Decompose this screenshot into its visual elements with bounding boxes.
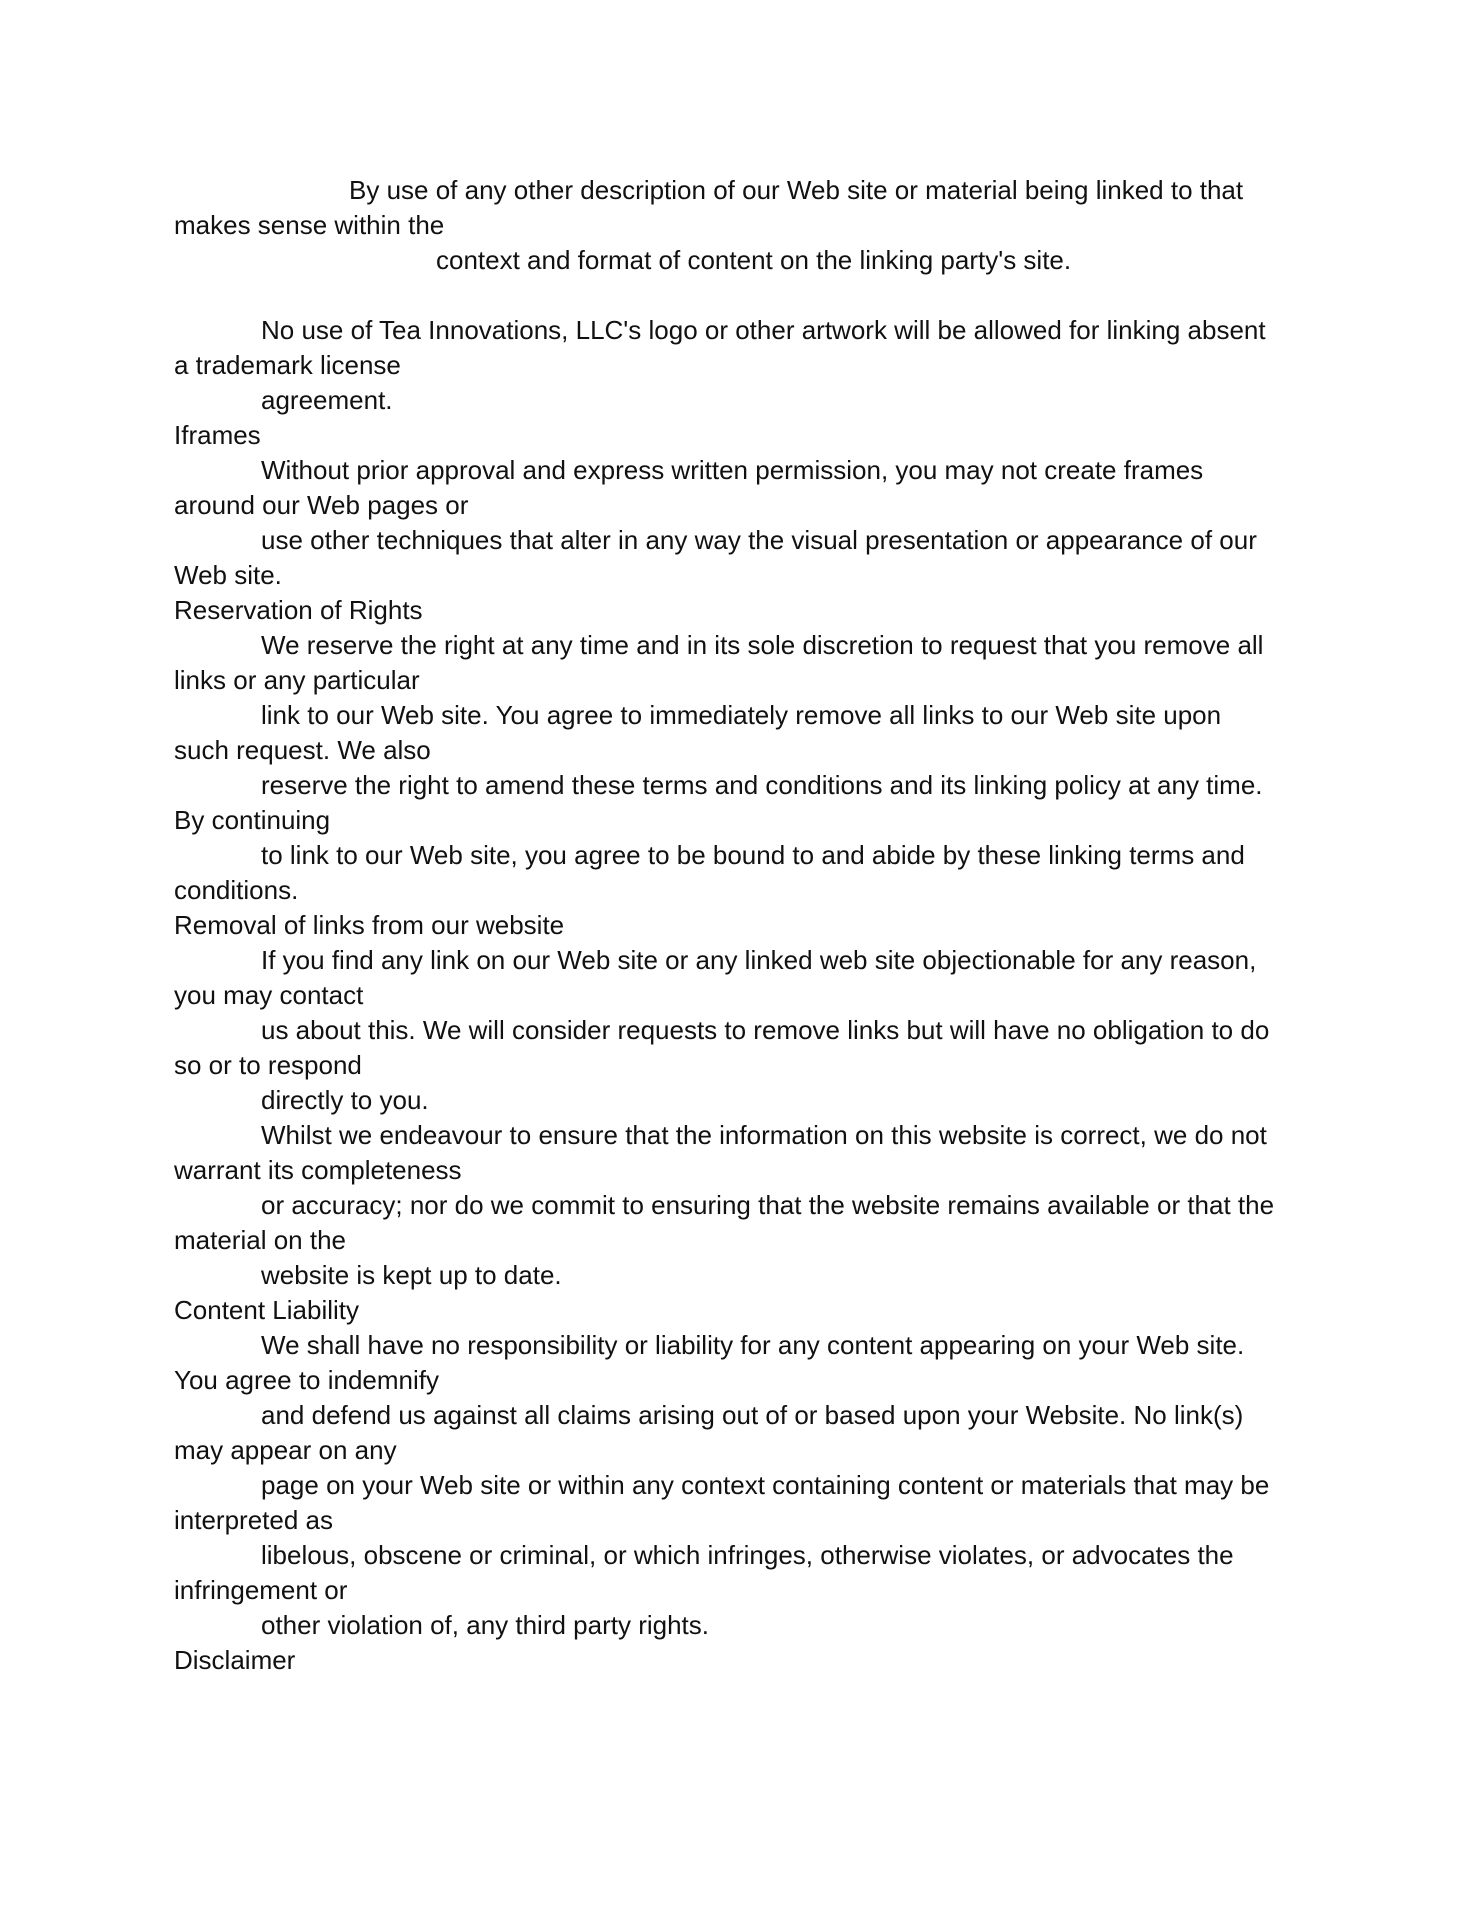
text-line: or accuracy; nor do we commit to ensuring that the website remains available or that the [261,1190,1275,1220]
text-line: By use of any other description of our Web site or material being linked to that [349,175,1244,205]
text-line: makes sense within the [174,210,445,240]
text-line: may appear on any [174,1435,397,1465]
text-line: If you find any link on our Web site or any linked web site objectionable for any reason, [261,945,1257,975]
text-line: so or to respond [174,1050,362,1080]
text-line: other violation of, any third party rights. [261,1610,710,1640]
text-line: Whilst we endeavour to ensure that the information on this website is correct, we do not [261,1120,1267,1150]
text-line: agreement. [261,385,393,415]
text-line: page on your Web site or within any context containing content or materials that may be [261,1470,1270,1500]
text-line: We shall have no responsibility or liability for any content appearing on your Web site. [261,1330,1245,1360]
text-line: reserve the right to amend these terms and conditions and its linking policy at any time. [261,770,1263,800]
text-line: material on the [174,1225,346,1255]
text-line: links or any particular [174,665,420,695]
section-heading-removal-of-links: Removal of links from our website [174,910,565,940]
text-line: libelous, obscene or criminal, or which infringes, otherwise violates, or advocates the [261,1540,1234,1570]
text-line: Without prior approval and express written permission, you may not create frames [261,455,1204,485]
text-line: to link to our Web site, you agree to be bound to and abide by these linking terms and [261,840,1245,870]
text-line: such request. We also [174,735,431,765]
text-line: We reserve the right at any time and in its sole discretion to request that you remove all [261,630,1264,660]
text-line: conditions. [174,875,299,905]
text-line: directly to you. [261,1085,429,1115]
section-heading-iframes: Iframes [174,420,261,450]
text-line: By continuing [174,805,331,835]
text-line: around our Web pages or [174,490,469,520]
text-line: Web site. [174,560,282,590]
section-heading-disclaimer: Disclaimer [174,1645,296,1675]
text-line: and defend us against all claims arising out of or based upon your Website. No link(s) [261,1400,1244,1430]
text-line: interpreted as [174,1505,333,1535]
text-line: No use of Tea Innovations, LLC's logo or other artwork will be allowed for linking absent [261,315,1266,345]
text-line: link to our Web site. You agree to immediately remove all links to our Web site upon [261,700,1222,730]
text-line: context and format of content on the linking party's site. [436,245,1072,275]
text-line: us about this. We will consider requests to remove links but will have no obligation to do [261,1015,1270,1045]
section-heading-reservation-of-rights: Reservation of Rights [174,595,423,625]
text-line: You agree to indemnify [174,1365,440,1395]
text-line: website is kept up to date. [261,1260,562,1290]
text-line: you may contact [174,980,364,1010]
text-line: infringement or [174,1575,348,1605]
text-line: use other techniques that alter in any way the visual presentation or appearance of our [261,525,1257,555]
text-line: warrant its completeness [174,1155,462,1185]
text-line: a trademark license [174,350,401,380]
section-heading-content-liability: Content Liability [174,1295,359,1325]
